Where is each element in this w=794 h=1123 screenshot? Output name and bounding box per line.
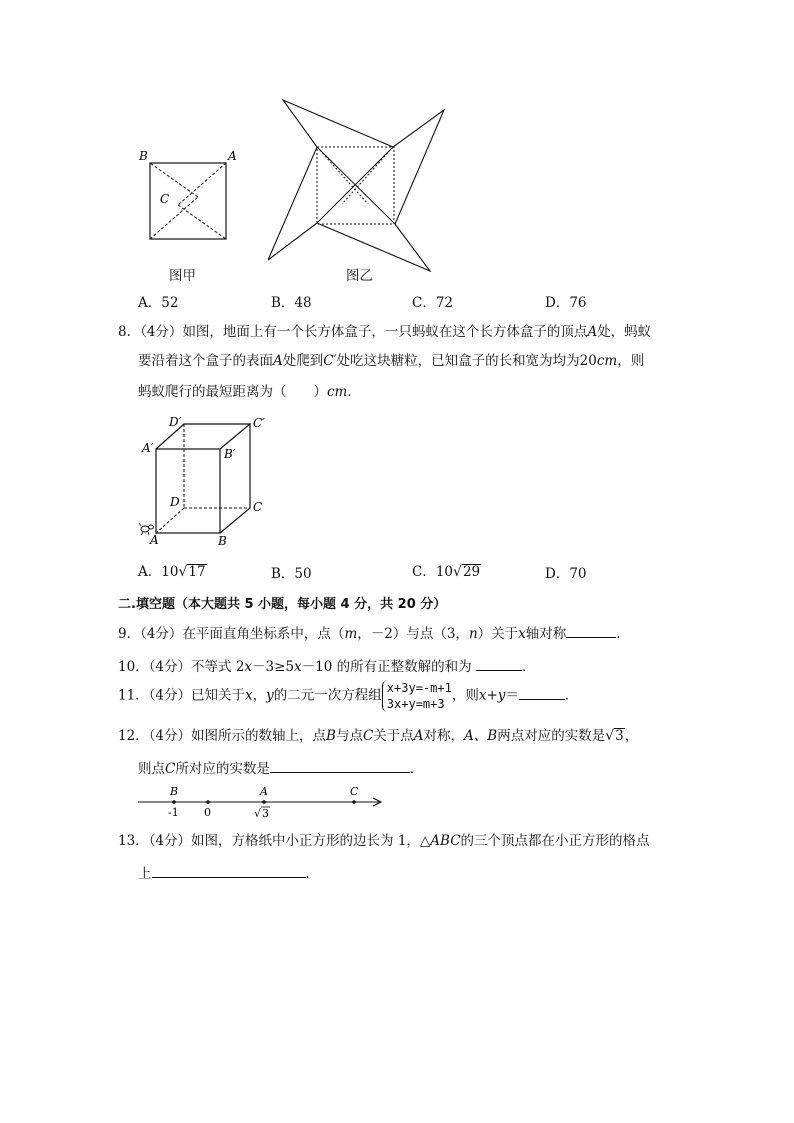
cube-label-b: B [218, 534, 227, 548]
q8-line-1: 8．（4分）如图，地面上有一个长方体盒子，一只蚂蚁在这个长方体盒子的顶点A处，蚂蚁 [118, 324, 652, 340]
q11-line: 11．（4分）已知关于x，y的二元一次方程组 x+3y=-m+1 3x+y=m+3，则x+y＝ ． [118, 681, 579, 711]
q7-option-c[interactable]: C．72 [412, 295, 454, 311]
point-b [172, 800, 176, 804]
jia-label-a: A [228, 149, 237, 163]
answer-blank[interactable] [152, 863, 306, 878]
q8-option-a[interactable]: A．10√17 [138, 564, 206, 580]
point-a [262, 800, 266, 804]
label-root-sign: √ [254, 807, 262, 820]
jia-dashed-line [150, 197, 198, 239]
q12-line-2: 则点C所对应的实数是 ． [138, 758, 423, 778]
q7-option-b[interactable]: B．48 [271, 295, 312, 311]
label-a: A [260, 785, 268, 798]
jia-dashed-line [178, 163, 226, 205]
cube-figure [136, 412, 276, 552]
q8-option-c[interactable]: C．10√29 [412, 564, 481, 580]
cube-label-a-prime: A′ [142, 441, 154, 455]
q13-line-2: 上 ． [138, 863, 319, 883]
figure-yi-caption: 图乙 [346, 268, 373, 284]
answer-blank[interactable] [566, 623, 616, 638]
cube-label-d: D [170, 495, 180, 509]
cube-label-b-prime: B′ [224, 447, 236, 461]
number-line [136, 782, 386, 822]
jia-label-c: C [160, 192, 170, 206]
cube-label-c: C [253, 500, 263, 514]
figure-yi [268, 96, 448, 272]
q7-option-a[interactable]: A．52 [138, 295, 179, 311]
answer-blank[interactable] [270, 758, 410, 773]
point-c [352, 800, 356, 804]
cube-front-face [156, 449, 220, 533]
label-minus-one: -1 [168, 806, 179, 819]
cube-hidden-edge [156, 508, 184, 533]
q8-option-d[interactable]: D．70 [545, 566, 587, 582]
jia-dashed-line [178, 205, 226, 239]
q12-line-1: 12．（4分）如图所示的数轴上，点B与点C关于点A对称，A、B两点对应的实数是√3， [118, 728, 639, 744]
figure-jia-caption: 图甲 [169, 268, 196, 284]
q9-line: 9．（4分）在平面直角坐标系中，点（m，－2）与点（3，n）关于x轴对称 ． [118, 623, 630, 643]
answer-blank[interactable] [476, 656, 522, 671]
question-score: （4分） [140, 324, 183, 340]
cube-label-c-prime: C′ [253, 416, 265, 430]
point-zero [206, 800, 210, 804]
jia-label-b: B [139, 149, 148, 163]
q10-line: 10．（4分）不等式 2x－3≥5x－10 的所有正整数解的和为 ． [118, 656, 535, 676]
answer-blank[interactable] [519, 685, 565, 700]
cube-label-d-prime: D′ [169, 415, 182, 429]
q7-option-d[interactable]: D．76 [545, 295, 587, 311]
q8-line-2: 要沿着这个盒子的表面A处爬到C′处吃这块糖粒，已知盒子的长和宽为均为20cm，则 [138, 353, 645, 369]
question-number: 8． [118, 324, 141, 340]
section-title: 二.填空题（本大题共 5 小题，每小题 4 分，共 20 分） [118, 597, 447, 612]
label-c: C [350, 785, 359, 798]
yi-dotted-line [342, 147, 393, 204]
cube-right-edges [220, 424, 250, 533]
q8-option-b[interactable]: B．50 [271, 566, 312, 582]
yi-dotted-line [317, 147, 368, 204]
equation-system: x+3y=-m+1 3x+y=m+3 [382, 680, 452, 712]
label-zero: 0 [204, 806, 211, 819]
label-root3: 3 [262, 807, 269, 820]
q8-line-3: 蚂蚁爬行的最短距离为（ ）cm． [138, 384, 361, 400]
q13-line-1: 13．（4分）如图，方格纸中小正方形的边长为 1，△ABC的三个顶点都在小正方形的格点 [118, 833, 650, 849]
yi-solid-line [317, 147, 395, 224]
jia-dashed-line [150, 163, 198, 197]
label-b: B [170, 785, 179, 798]
cube-label-a: A [150, 533, 159, 547]
